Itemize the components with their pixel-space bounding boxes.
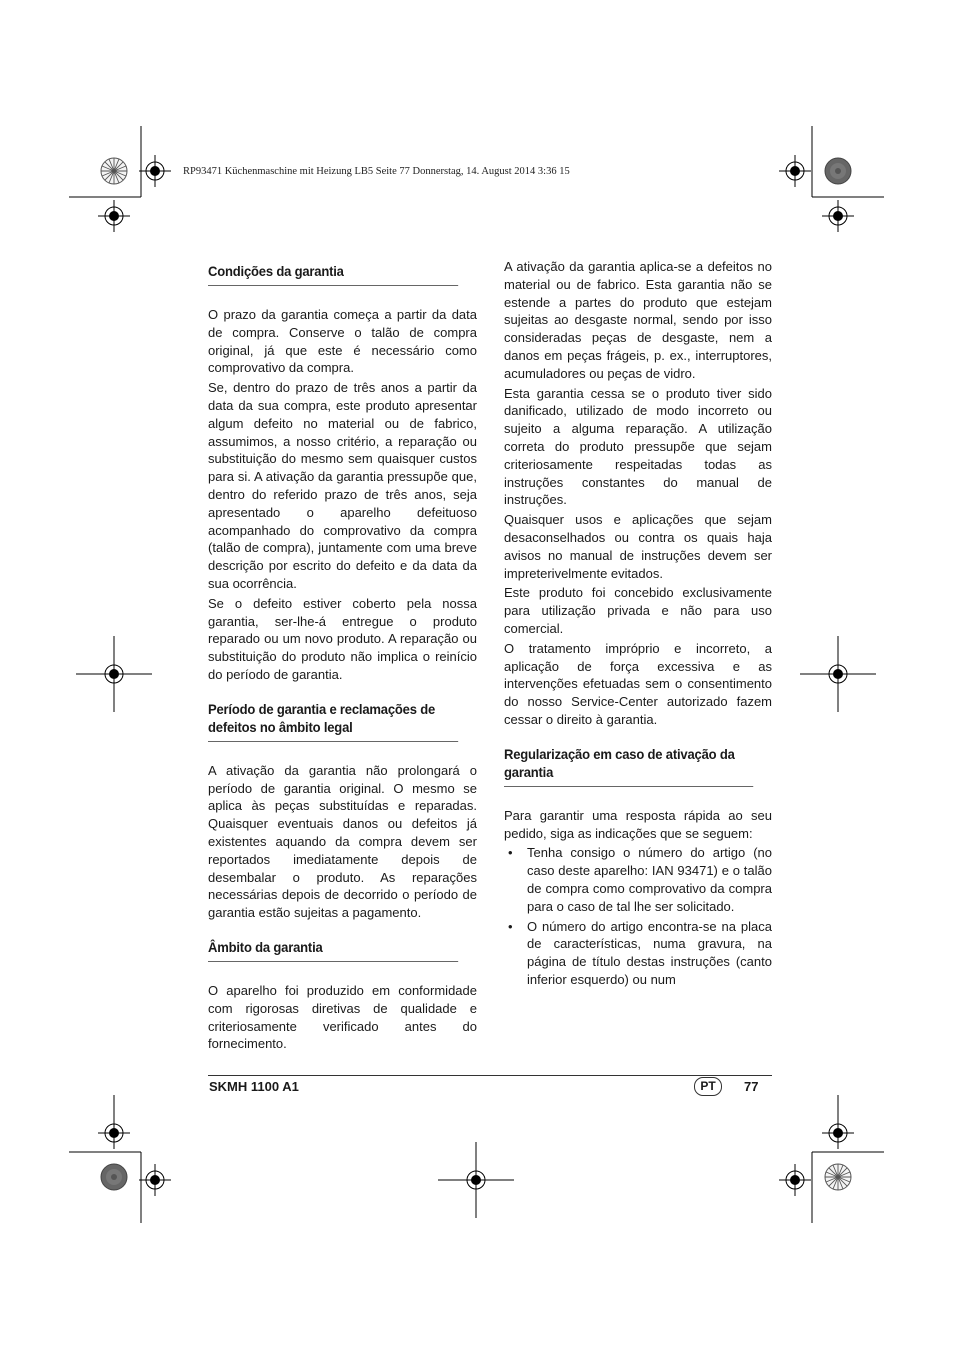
paragraph: Para garantir uma resposta rápida ao seu pedido, siga as indicações que se seguem: <box>504 807 772 841</box>
footer-rule <box>208 1075 772 1076</box>
color-wheel-icon <box>825 1164 851 1190</box>
registration-crosshair-icon <box>139 1164 171 1196</box>
color-wheel-icon <box>825 158 851 184</box>
page-number: 77 <box>744 1079 759 1094</box>
paragraph: A ativação da garantia não prolongará o período de garantia original. O mesmo se aplica às peças substituídas e reparadas. Quaisquer eventuais danos ou defeitos já existentes aquando da compra devem ser reportados imediatamente depois de desembalar o produto. As reparações necessárias depois de decorrido o período de garantia estão sujeitas a pagamento. <box>208 762 477 921</box>
registration-crosshair-icon <box>98 200 130 232</box>
section-title-warranty-claims: Regularização em caso de ativação da garantia <box>504 745 753 787</box>
language-badge: PT <box>694 1077 722 1096</box>
paragraph: Se o defeito estiver coberto pela nossa garantia, ser-lhe-á entregue o produto reparado ou um novo produto. A reparação ou substituição do produto não implica o reinício do período de garantia. <box>208 595 477 682</box>
paragraph: Quaisquer usos e aplicações que sejam desaconselhados ou contra os quais haja avisos no manual de instruções devem ser impreterivelmente evitados. <box>504 512 772 581</box>
color-wheel-icon <box>101 158 127 184</box>
bullet-list <box>504 844 772 988</box>
registration-crosshair-icon <box>822 200 854 232</box>
color-wheel-icon <box>101 1164 127 1190</box>
paragraph: Este produto foi concebido exclusivamente para utilização privada e não para uso comercial. <box>504 585 772 636</box>
paragraph: A ativação da garantia aplica-se a defeitos no material ou de fabrico. Esta garantia não se estende a partes do produto que estejam sujeitas ao desgaste normal, sendo por isso consideradas peças de desgaste, nem a danos em peças frágeis, p. ex., interruptores, acumuladores ou peças de vidro. <box>504 259 772 381</box>
registration-crosshair-icon <box>139 155 171 187</box>
section-title-warranty-scope: Âmbito da garantia <box>208 938 458 962</box>
right-column <box>504 258 772 991</box>
section-title-warranty-conditions: Condições da garantia <box>208 262 458 286</box>
left-column <box>208 258 477 1055</box>
print-header: RP93471 Küchenmaschine mit Heizung LB5 Seite 77 Donnerstag, 14. August 2014 3:36 15 <box>183 166 570 177</box>
list-item: • O número do artigo encontra-se na placa de características, numa gravura, na página de título destas instruções (canto inferior esquerdo) ou num <box>504 918 772 989</box>
footer-model: SKMH 1100 A1 <box>209 1079 299 1094</box>
paragraph: Se, dentro do prazo de três anos a partir da data da sua compra, este produto apresentar algum defeito no material ou de fabrico, assumimos, a nosso critério, a reparação ou substituição do mesmo sem quaisquer custos para si. A ativação da garantia pressupõe que, dentro do referido prazo de três anos, seja apresentado o aparelho defeituoso acompanhado do comprovativo da compra (talão de compra), juntamente com uma breve descrição por escrito do defeito e da data da sua ocorrência. <box>208 380 477 591</box>
paragraph: O aparelho foi produzido em conformidade com rigorosas diretivas de qualidade e criteriosamente verificado antes do fornecimento. <box>208 982 477 1052</box>
paragraph: O prazo da garantia começa a partir da data de compra. Conserve o talão de compra original, já que este é necessário como comprovativo da compra. <box>208 307 477 376</box>
section-title-warranty-period: Período de garantia e reclamações de defeitos no âmbito legal <box>208 700 458 742</box>
registration-crosshair-icon <box>779 155 811 187</box>
paragraph: Esta garantia cessa se o produto tiver sido danificado, utilizado de modo incorreto ou sujeito a alguma reparação. A utilização correta do produto pressupõe que sejam criteriosamente respeitadas todas as instruções constantes do manual de instruções. <box>504 385 772 508</box>
paragraph: O tratamento impróprio e incorreto, a aplicação de força excessiva e as intervenções efetuadas sem o consentimento do nosso Service-Center autorizado fazem cessar o direito à garantia. <box>504 640 772 727</box>
registration-crosshair-icon <box>779 1164 811 1196</box>
list-item: • Tenha consigo o número do artigo (no caso deste aparelho: IAN 93471) e o talão de compra como comprovativo da compra para o caso de tal lhe ser solicitado. <box>504 844 772 915</box>
